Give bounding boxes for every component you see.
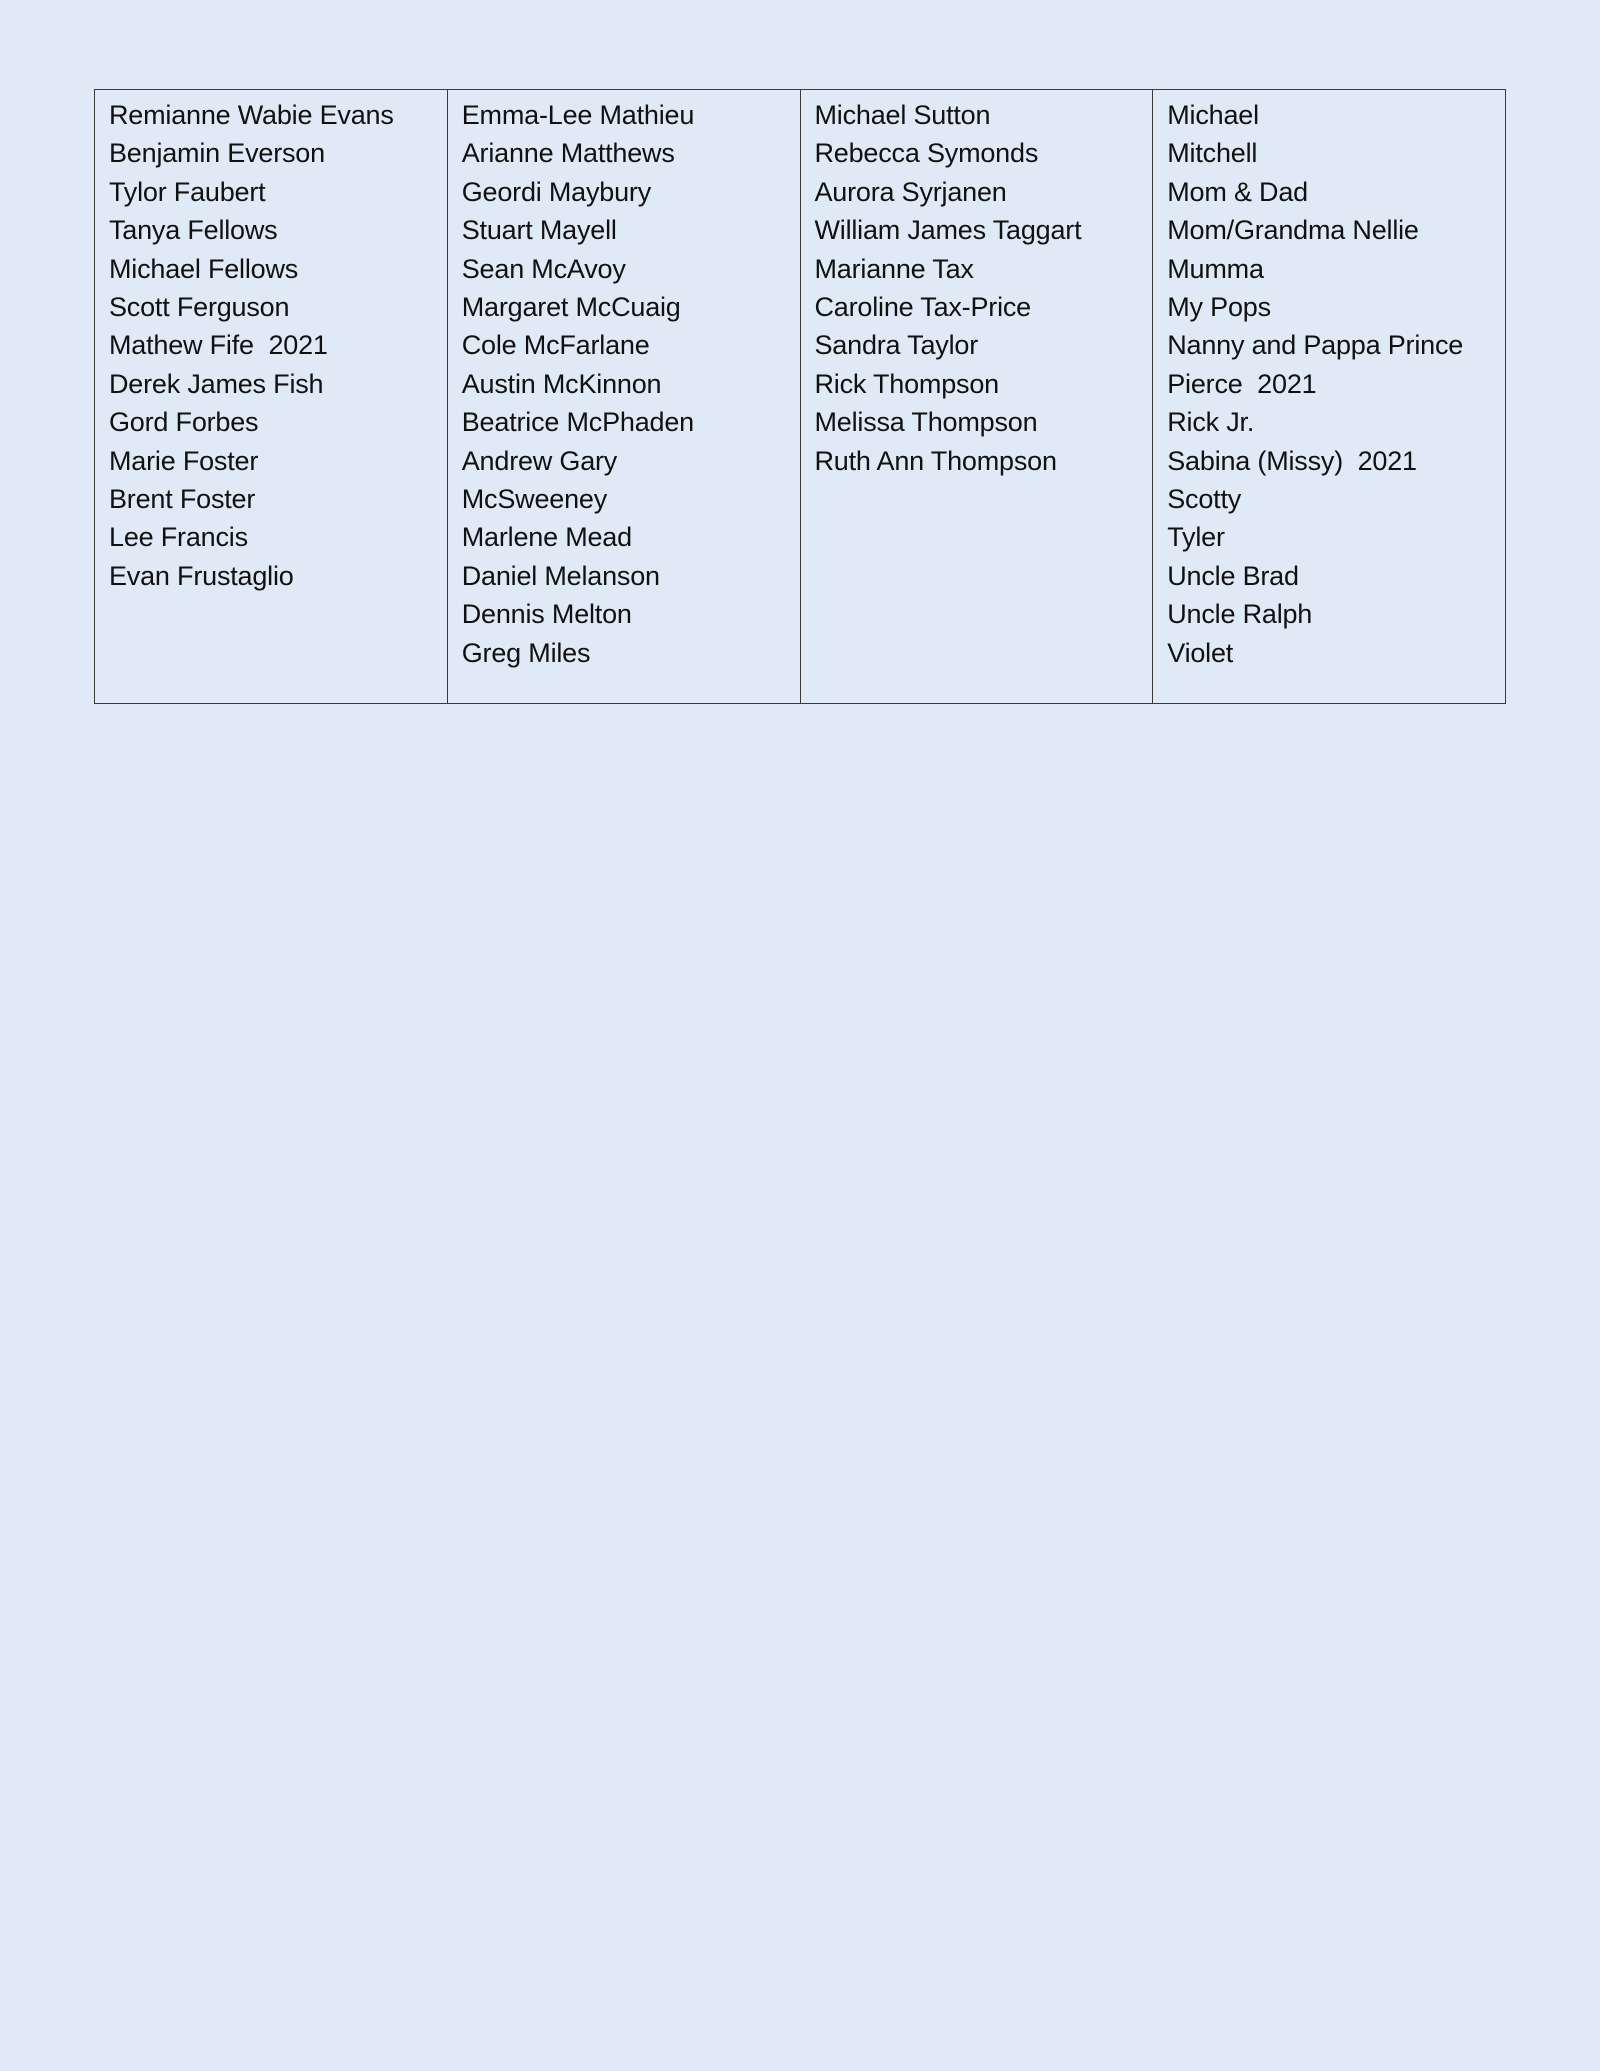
- name-list-column-2: [462, 96, 787, 672]
- name-entry: Geordi Maybury: [461, 176, 652, 207]
- name-entry: Sandra Taylor: [814, 330, 979, 361]
- name-entry: Nanny and Pappa Prince: [1167, 330, 1464, 361]
- name-entry: Emma-Lee Mathieu: [461, 100, 695, 130]
- name-entry: Mitchell: [1167, 138, 1258, 169]
- name-entry: Marianne Tax: [814, 253, 974, 284]
- name-entry: Uncle Ralph: [1167, 599, 1313, 630]
- name-entry: Sabina (Missy) 2021: [1167, 445, 1417, 476]
- name-entry: Michael Sutton: [814, 100, 991, 130]
- name-entry: Pierce 2021: [1167, 368, 1317, 399]
- column-4: [1153, 90, 1506, 704]
- name-entry: Daniel Melanson: [461, 560, 660, 591]
- name-entry: Benjamin Everson: [109, 138, 325, 169]
- name-entry: Marie Foster: [109, 445, 259, 476]
- column-1: [95, 90, 448, 704]
- name-entry: Cole McFarlane: [461, 330, 650, 361]
- name-entry: Stuart Mayell: [461, 215, 617, 246]
- name-entry: Beatrice McPhaden: [461, 407, 694, 438]
- name-entry: Mathew Fife 2021: [109, 330, 328, 361]
- name-entry: Rick Thompson: [814, 368, 999, 399]
- name-list-column-3: [815, 96, 1140, 480]
- name-entry: Rick Jr.: [1167, 407, 1255, 438]
- name-entry: Aurora Syrjanen: [814, 176, 1007, 207]
- name-entry: Lee Francis: [109, 522, 248, 553]
- name-entry: Austin McKinnon: [461, 368, 662, 399]
- name-entry: My Pops: [1167, 292, 1271, 323]
- name-entry: William James Taggart: [814, 215, 1082, 246]
- name-entry: Melissa Thompson: [814, 407, 1038, 438]
- column-2: [447, 90, 800, 704]
- name-entry: Mom & Dad: [1167, 176, 1308, 207]
- name-entry: Michael Fellows: [109, 253, 299, 284]
- name-entry: Remianne Wabie Evans: [109, 100, 394, 130]
- name-entry: Mom/Grandma Nellie: [1167, 215, 1419, 246]
- name-list-column-1: [109, 96, 434, 595]
- name-entry: Greg Miles: [461, 637, 591, 668]
- name-entry: Andrew Gary: [461, 445, 618, 476]
- name-entry: Tanya Fellows: [109, 215, 278, 246]
- name-entry: Violet: [1167, 637, 1234, 668]
- table-row: [95, 90, 1506, 704]
- name-entry: Arianne Matthews: [461, 138, 675, 169]
- name-entry: Scotty: [1167, 484, 1242, 515]
- name-entry: McSweeney: [461, 484, 608, 515]
- name-entry: Uncle Brad: [1167, 560, 1299, 591]
- name-entry: Caroline Tax-Price: [814, 292, 1031, 323]
- name-entry: Derek James Fish: [109, 368, 324, 399]
- name-entry: Brent Foster: [109, 484, 256, 515]
- name-entry: Margaret McCuaig: [461, 292, 681, 323]
- name-entry: Michael: [1167, 100, 1259, 130]
- name-entry: Gord Forbes: [109, 407, 259, 438]
- name-entry: Tylor Faubert: [109, 176, 266, 207]
- name-entry: Ruth Ann Thompson: [814, 445, 1057, 476]
- name-entry: Scott Ferguson: [109, 292, 290, 323]
- names-table: [94, 89, 1506, 704]
- name-entry: Marlene Mead: [461, 522, 632, 553]
- column-3: [800, 90, 1153, 704]
- name-entry: Mumma: [1167, 253, 1264, 284]
- name-entry: Tyler: [1167, 522, 1225, 553]
- name-list-column-4: [1167, 96, 1492, 672]
- name-entry: Dennis Melton: [461, 599, 632, 630]
- name-entry: Rebecca Symonds: [814, 138, 1039, 169]
- name-entry: Sean McAvoy: [461, 253, 626, 284]
- name-entry: Evan Frustaglio: [109, 560, 294, 591]
